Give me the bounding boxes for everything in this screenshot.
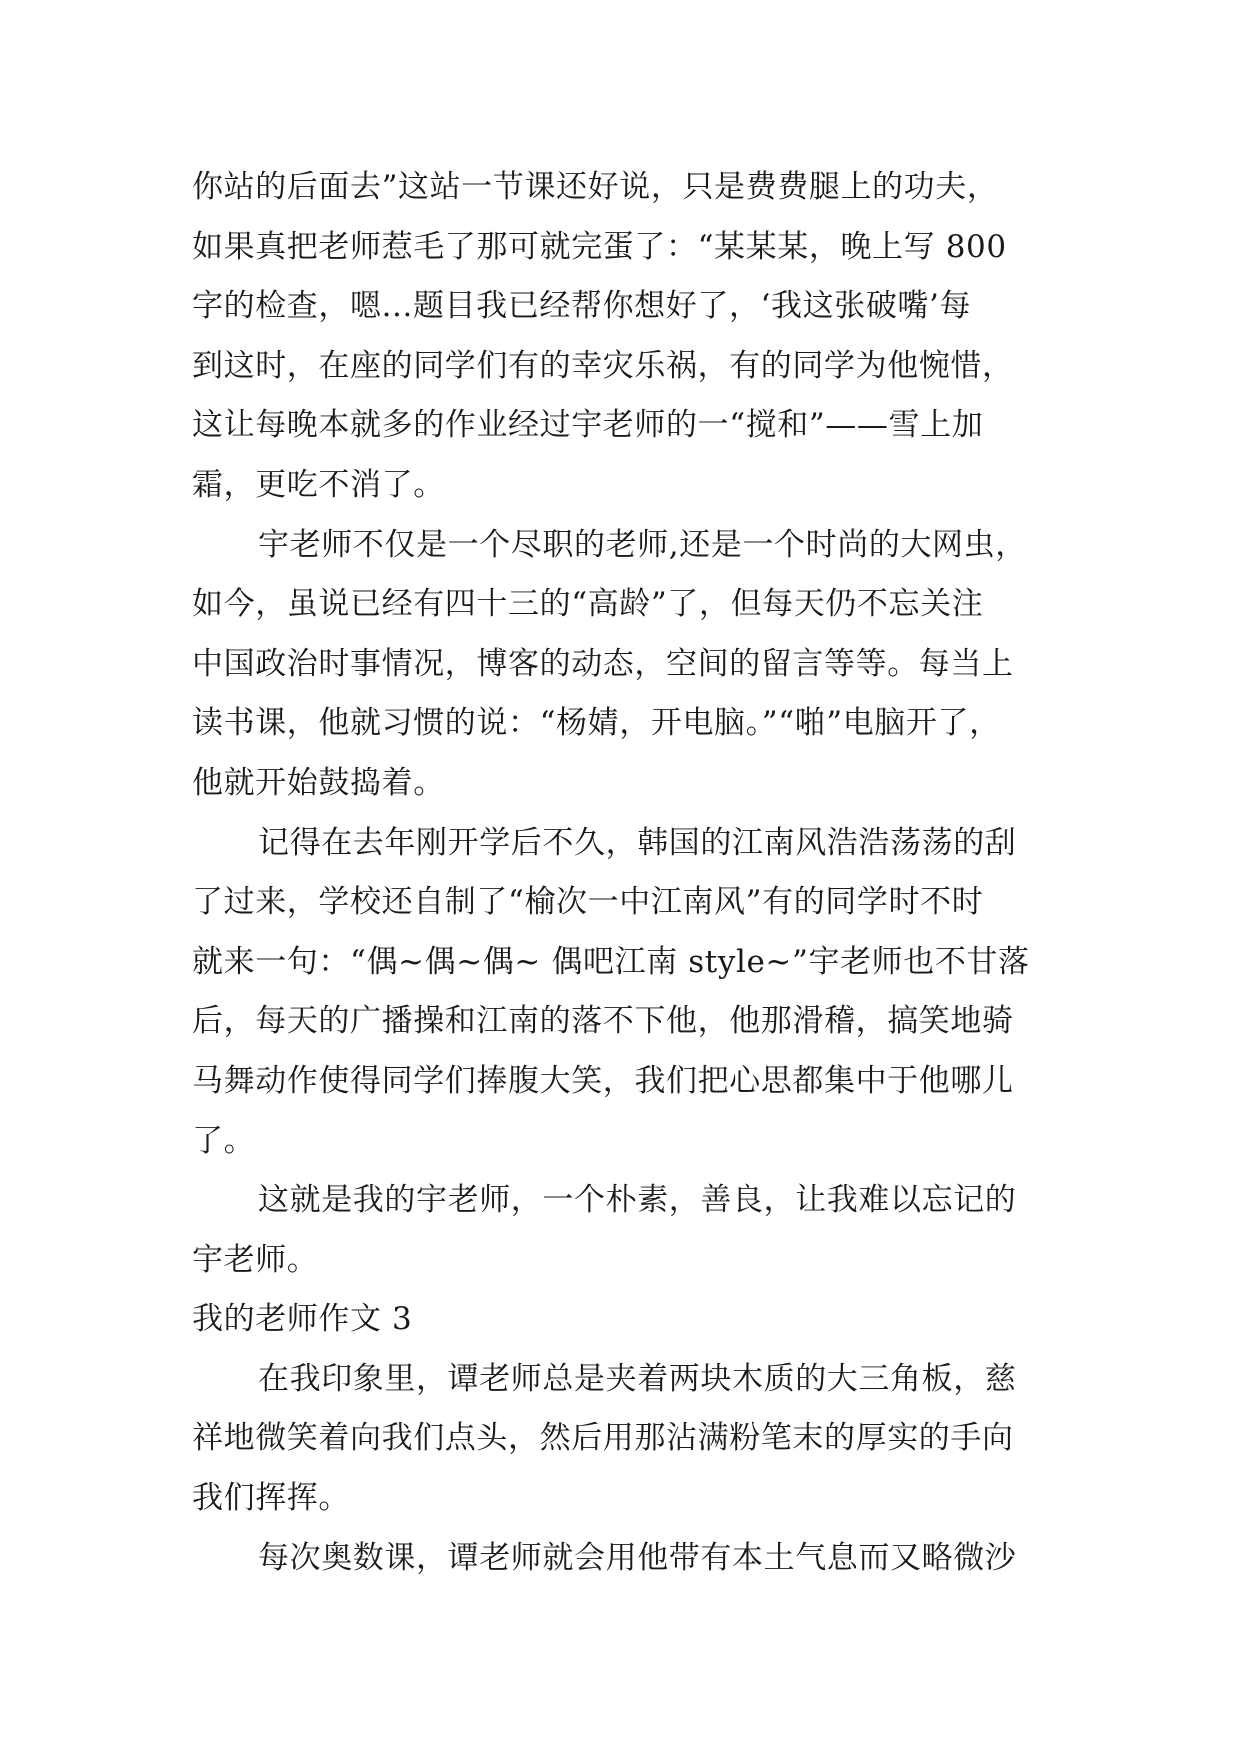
text-line: 霜，更吃不消了。 (192, 466, 445, 503)
text-line: 了。 (192, 1122, 256, 1159)
text-line: 后，每天的广播操和江南的落不下他，他那滑稽，搞笑地骑 (192, 1003, 1014, 1040)
text-line: 这让每晚本就多的作业经过宇老师的一“搅和”——雪上加 (192, 407, 984, 444)
text-line: 字的检查，嗯...题目我已经帮你想好了，‘我这张破嘴’每 (192, 288, 972, 325)
text-line: 中国政治时事情况，博客的动态，空间的留言等等。每当上 (192, 645, 1014, 682)
text-line: 宇老师。 (192, 1241, 319, 1278)
section-heading: 我的老师作文 3 (192, 1301, 413, 1338)
paragraph-first-line: 记得在去年刚开学后不久，韩国的江南风浩浩荡荡的刮 (258, 824, 1017, 861)
text-line: 了过来，学校还自制了“榆次一中江南风”有的同学时不时 (192, 884, 984, 921)
document-body (192, 158, 1052, 1588)
text-line: 祥地微笑着向我们点头，然后用那沾满粉笔末的厚实的手向 (192, 1420, 1014, 1457)
paragraph-first-line: 每次奥数课，谭老师就会用他带有本土气息而又略微沙 (258, 1539, 1017, 1576)
text-line: 马舞动作使得同学们捧腹大笑，我们把心思都集中于他哪儿 (192, 1062, 1014, 1099)
text-line: 到这时，在座的同学们有的幸灾乐祸，有的同学为他惋惜， (192, 347, 1014, 384)
text-line: 你站的后面去”这站一节课还好说，只是费费腿上的功夫， (192, 169, 999, 205)
paragraph-first-line: 在我印象里，谭老师总是夹着两块木质的大三角板，慈 (258, 1360, 1017, 1397)
paragraph-first-line: 宇老师不仅是一个尽职的老师,还是一个时尚的大网虫， (258, 526, 1027, 563)
text-line: 如果真把老师惹毛了那可就完蛋了：“某某某，晚上写 800 (192, 228, 1007, 265)
text-line: 我们挥挥。 (192, 1480, 350, 1517)
text-line: 就来一句：“偶~偶~偶~ 偶吧江南 style~”宇老师也不甘落 (192, 943, 1030, 980)
text-line: 他就开始鼓捣着。 (192, 764, 445, 801)
text-line: 读书课，他就习惯的说：“杨婧，开电脑。”“啪”电脑开了， (192, 705, 1001, 742)
text-line: 如今，虽说已经有四十三的“高龄”了，但每天仍不忘关注 (192, 586, 984, 623)
paragraph-first-line: 这就是我的宇老师，一个朴素，善良，让我难以忘记的 (258, 1182, 1017, 1219)
